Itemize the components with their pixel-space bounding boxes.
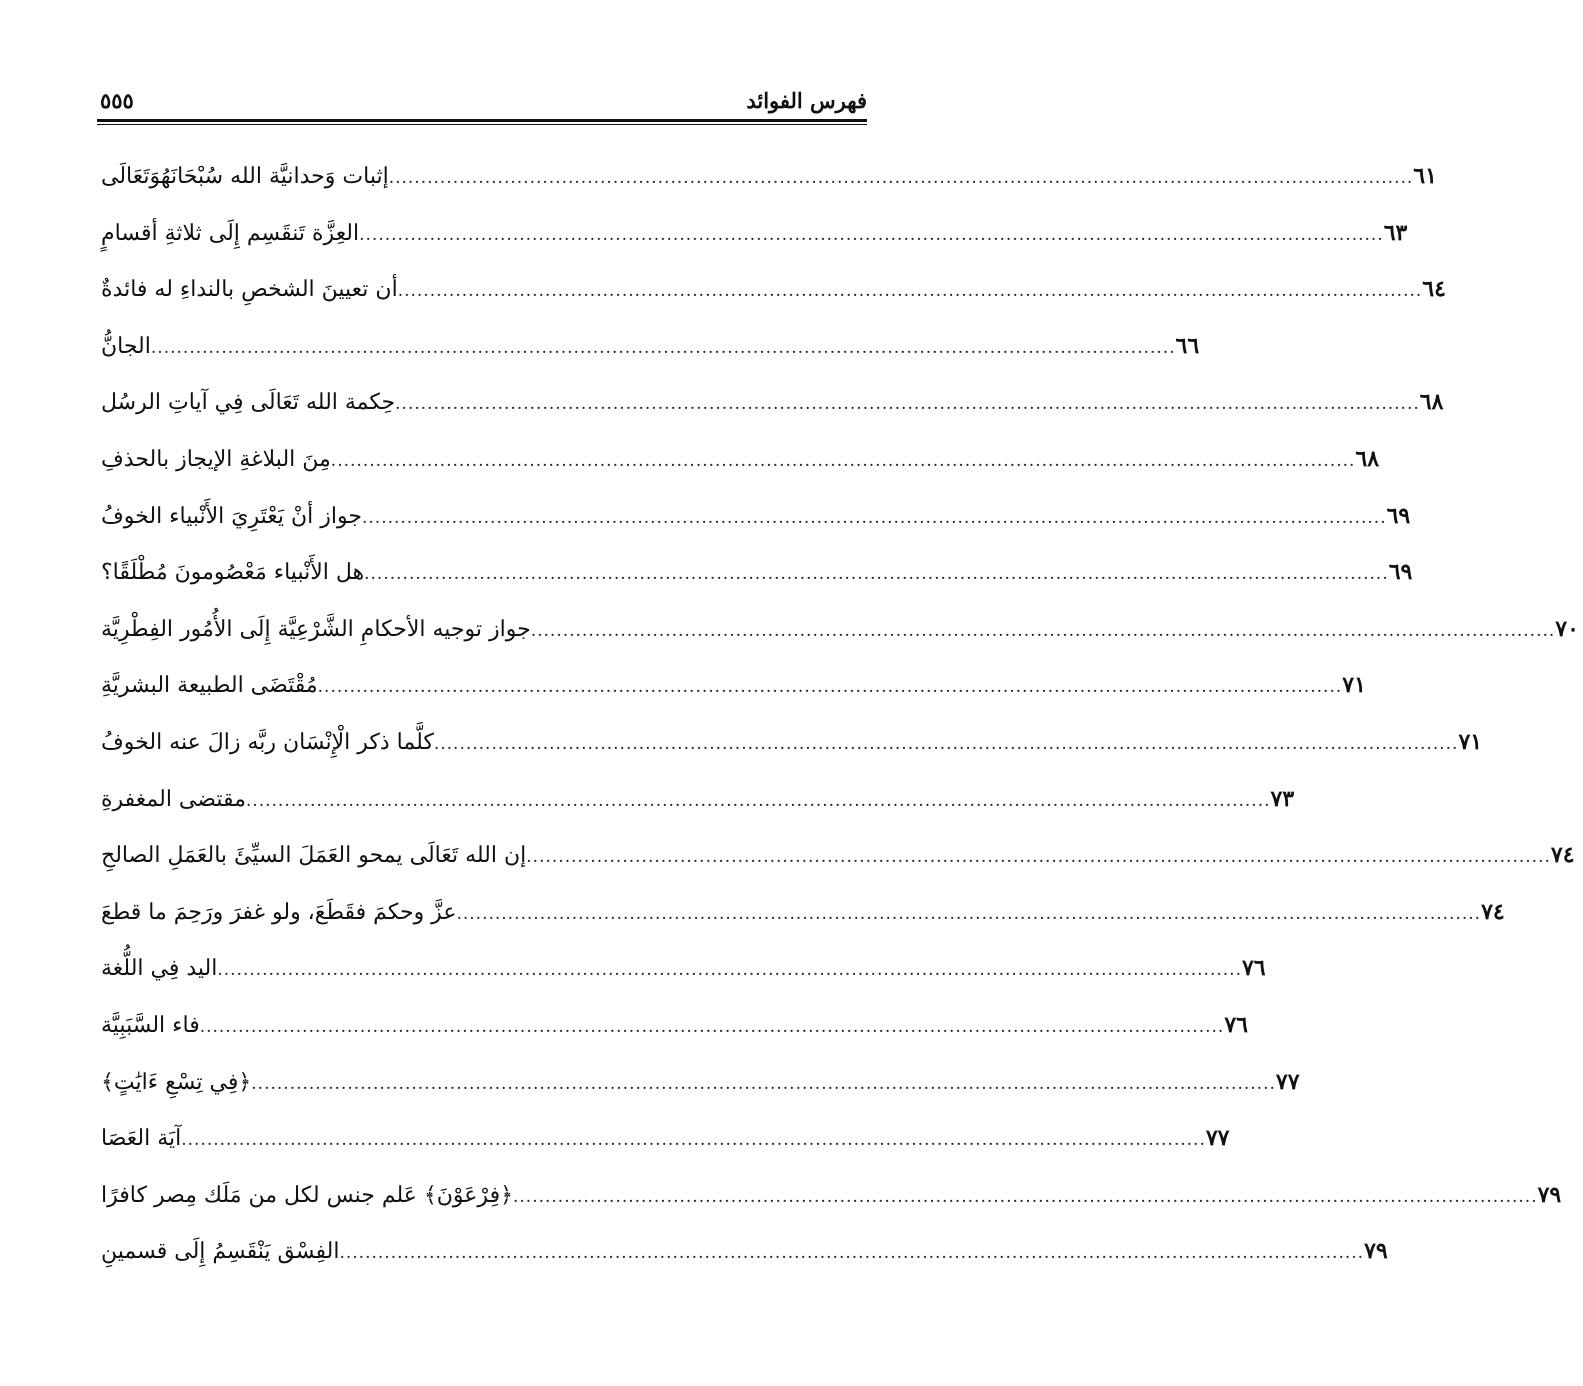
entry-page-number: ٧٤	[1550, 842, 1575, 869]
index-entry	[97, 163, 1437, 220]
dot-leader: ................................................................................................................................................................	[317, 677, 1343, 698]
dot-leader: ................................................................................................................................................................	[217, 960, 1242, 981]
index-entry	[97, 728, 1483, 786]
entry-page-number: ٧١	[1458, 728, 1483, 755]
entry-text: مِنَ البلاغةِ الإيجاز بالحذفِ	[101, 446, 331, 472]
entry-page-number: ٧٩	[1364, 1238, 1388, 1265]
entry-text: مقتضى المغفرةِ	[101, 786, 246, 812]
entry-page-number: ٧٦	[1241, 955, 1266, 982]
entry-text: أن تعيينَ الشخصِ بالنداءِ له فائدةٌ	[101, 277, 398, 303]
index-entry	[97, 1125, 1230, 1182]
index-entry	[97, 842, 1575, 899]
entry-text: آيَة العَصَا	[101, 1126, 182, 1152]
header-page-number: ٥٥٥	[100, 88, 134, 113]
header-title: فهرس الفوائد	[746, 88, 867, 113]
entry-text: ﴿فِي تِسْعِ ءَايَٰتٍ﴾	[101, 1069, 252, 1095]
entry-text: اليد فِي اللُّغة	[101, 956, 218, 982]
page-header	[97, 88, 867, 118]
entry-page-number: ٧٧	[1275, 1068, 1300, 1095]
entry-page-number: ٧٧	[1205, 1125, 1230, 1152]
entry-page-number: ٦٦	[1175, 332, 1200, 359]
index-entry	[97, 1011, 1248, 1069]
dot-leader: ................................................................................................................................................................	[150, 337, 1176, 358]
dot-leader: ................................................................................................................................................................	[330, 450, 1356, 471]
entry-page-number: ٦٨	[1355, 445, 1380, 472]
index-entry	[97, 785, 1295, 843]
index-entry	[97, 559, 1413, 616]
dot-leader: ................................................................................................................................................................	[364, 564, 1389, 585]
index-entry	[97, 332, 1200, 390]
index-entry	[97, 219, 1408, 277]
entry-text: إن الله تَعَالَى يمحو العَمَلَ السيِّئَ بالعَمَلِ الصالحِ	[101, 843, 527, 869]
entry-page-number: ٧١	[1342, 672, 1366, 699]
index-entry	[97, 1238, 1388, 1295]
dot-leader: ................................................................................................................................................................	[359, 224, 1384, 245]
entry-text: هل الأَنْبياء مَعْصُومونَ مُطْلَقًا؟	[101, 560, 365, 586]
entry-page-number: ٧٤	[1481, 898, 1505, 925]
dot-leader: ................................................................................................................................................................	[512, 1186, 1538, 1207]
entry-page-number: ٦٣	[1383, 219, 1408, 246]
entry-text: فاء السَّبَبِيَّة	[101, 1012, 200, 1038]
dot-leader: ................................................................................................................................................................	[395, 394, 1420, 415]
entry-page-number: ٦٩	[1386, 502, 1411, 529]
dot-leader: ................................................................................................................................................................	[526, 847, 1551, 868]
index-entry	[97, 898, 1505, 956]
index-entry	[97, 445, 1380, 503]
dot-leader: ................................................................................................................................................................	[530, 620, 1556, 641]
index-entry	[97, 615, 1579, 673]
index-entry	[97, 672, 1366, 729]
entry-page-number: ٧٦	[1224, 1011, 1248, 1038]
entry-text: العِزَّة تَنقَسِم إِلَى ثلاثةِ أقسامٍ	[101, 220, 360, 246]
index-entry	[97, 502, 1411, 560]
header-rule	[97, 119, 867, 125]
entry-text: كلَّما ذكر الْإِنْسَان ربَّه زالَ عنه الخوفُ	[101, 729, 434, 755]
entry-text: جواز أنْ يَعْتَرِيَ الأَنْبياء الخوفُ	[101, 503, 362, 529]
entry-text: الجانُّ	[101, 333, 151, 359]
dot-leader: ................................................................................................................................................................	[388, 168, 1414, 188]
index-entries	[97, 163, 1579, 1295]
index-entry	[97, 1181, 1562, 1239]
dot-leader: ................................................................................................................................................................	[361, 507, 1387, 528]
dot-leader: ................................................................................................................................................................	[245, 790, 1271, 811]
dot-leader: ................................................................................................................................................................	[199, 1016, 1225, 1037]
dot-leader: ................................................................................................................................................................	[251, 1073, 1276, 1094]
entry-page-number: ٦١	[1413, 163, 1437, 189]
entry-text: إثبات وَحدانيَّة الله سُبْحَانَهُوَتَعَالَى	[101, 164, 389, 189]
entry-text: مُقْتَضَى الطبيعة البشريَّةِ	[101, 673, 318, 699]
entry-text: ﴿فِرْعَوْنَ﴾ عَلم جنس لكل من مَلَك مِصر كافرًا	[101, 1182, 513, 1208]
index-entry	[97, 276, 1446, 333]
entry-page-number: ٦٤	[1422, 276, 1446, 303]
entry-text: جواز توجيه الأحكامِ الشَّرْعِيَّة إِلَى الأُمُور الفِطْرِيَّة	[101, 616, 531, 642]
dot-leader: ................................................................................................................................................................	[433, 733, 1459, 754]
dot-leader: ................................................................................................................................................................	[397, 281, 1423, 302]
entry-page-number: ٧٣	[1270, 785, 1295, 812]
entry-text: الفِسْق يَنْقَسِمُ إِلَى قسمينِ	[101, 1239, 340, 1265]
entry-page-number: ٦٩	[1388, 559, 1413, 586]
entry-text: عزَّ وحكمَ فقَطَعَ، ولو غفرَ ورَحِمَ ما قطعَ	[101, 899, 457, 925]
dot-leader: ................................................................................................................................................................	[181, 1130, 1206, 1151]
dot-leader: ................................................................................................................................................................	[456, 903, 1482, 924]
entry-page-number: ٧٩	[1537, 1181, 1562, 1208]
entry-page-number: ٦٨	[1419, 389, 1444, 416]
index-entry	[97, 955, 1266, 1012]
entry-text: حِكمة الله تَعَالَى فِي آياتِ الرسُل	[101, 390, 396, 416]
index-entry	[97, 1068, 1300, 1126]
dot-leader: ................................................................................................................................................................	[339, 1243, 1365, 1264]
entry-page-number: ٧٠	[1555, 615, 1579, 642]
index-entry	[97, 389, 1444, 446]
